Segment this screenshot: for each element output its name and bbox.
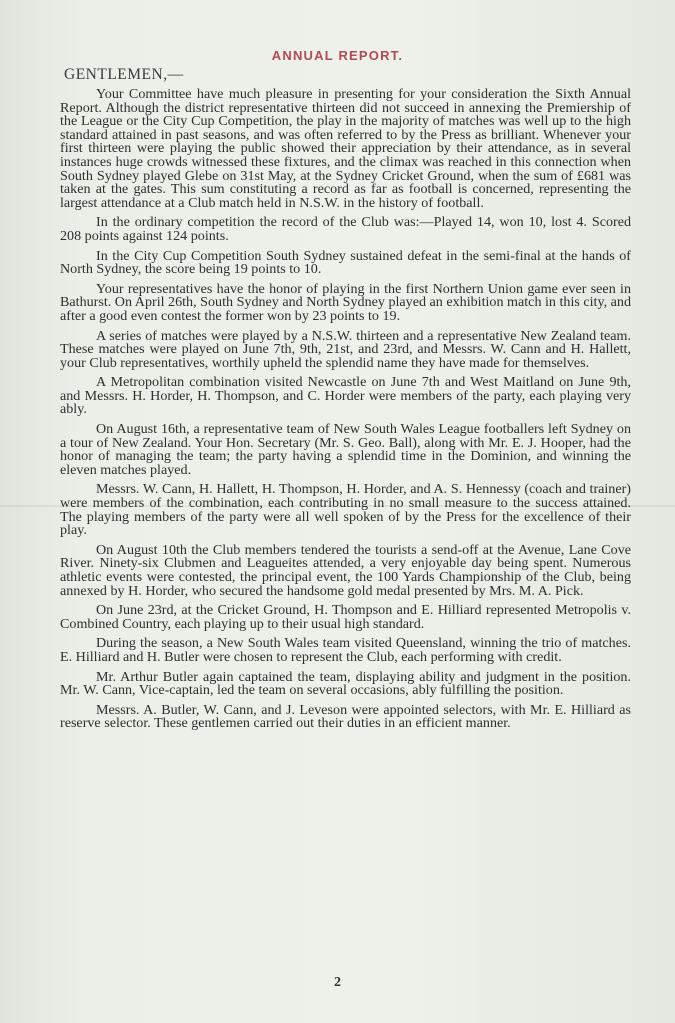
paragraph-competition-record: In the ordinary competition the record of the Club was:—Played 14, won 10, lost 4. Scored 208 points against 124 points. (60, 214, 631, 244)
paragraph-captain: Mr. Arthur Butler again captained the team, displaying ability and judgment in the position. Mr. W. Cann, Vice-captain, led the team on several occasions, ably fulfilling the position. (60, 668, 631, 699)
report-body (60, 88, 631, 737)
salutation: GENTLEMEN,— (64, 66, 184, 83)
paragraph-bathurst: Your representatives have the honor of playing in the first Northern Union game ever seen in Bathurst. On April 26th, South Sydney and North Sydney played an exhibition match in this city, and after a good even contest the former won by 23 points to 19. (60, 280, 631, 324)
report-title: ANNUAL REPORT. (271, 48, 404, 63)
paragraph-tour: On August 16th, a representative team of New South Wales League footballers left Sydney on a tour of New Zealand. Your Hon. Secretary (Mr. S. Geo. Ball), along with Mr. E. J. Hooper, had the honor of managing the team; the party having a splendid time in the Dominion, and winning the eleven matches played. (60, 421, 631, 478)
paragraph-queensland: During the season, a New South Wales team visited Queensland, winning the trio of matches. E. Hilliard and H. Butler were chosen to represent the Club, each performing with credit. (60, 635, 631, 665)
paragraph-newcastle: A Metropolitan combination visited Newcastle on June 7th and West Maitland on June 9th, and Messrs. H. Horder, H. Thompson, and C. Horder were members of the party, each playing very ably. (60, 374, 631, 418)
paragraph-committee: Your Committee have much pleasure in presenting for your consideration the Sixth Annual Report. Although the district representative thirteen did not succeed in annexing the Premiership of the League or the City Cup Competition, the play in the majority of matches was well up to the high standard attained in past seasons, and was often referred to by the Press as brilliant. Whenever your first thirteen were playing the public showed their appreciation by their attendance, as in several instances huge crowds witnessed these fixtures, and the climax was reached in this connection when South Sydney played Glebe on 31st May, at the Sydney Cricket Ground, when the sum of £681 was taken at the gates. This sum constituting a record as far as football is concerned, representing the largest attendance at a Club match held in N.S.W. in the history of football. (60, 86, 631, 211)
paragraph-new-zealand-series: A series of matches were played by a N.S.W. thirteen and a representative New Zealand team. These matches were played on June 7th, 9th, 21st, and 23rd, and Messrs. W. Cann and H. Hallett, your Club representatives, worthily upheld the splendid name they have made for themselves. (60, 327, 631, 371)
paragraph-city-cup: In the City Cup Competition South Sydney sustained defeat in the semi-final at the hands of North Sydney, the score being 19 points to 10. (60, 247, 631, 278)
paragraph-combination: Messrs. W. Cann, H. Hallett, H. Thompson, H. Horder, and A. S. Hennessy (coach and trainer) were members of the combination, each contributing in no small measure to the success attained. The playing members of the party were all well spoken of by the Press for the excellence of their play. (60, 481, 631, 539)
paragraph-metropolis: On June 23rd, at the Cricket Ground, H. Thompson and E. Hilliard represented Metropolis v. Combined Country, each playing up to their usual high standard. (60, 602, 631, 632)
paragraph-selectors: Messrs. A. Butler, W. Cann, and J. Leveson were appointed selectors, with Mr. E. Hilliard as reserve selector. These gentlemen carried out their duties in an efficient manner. (60, 701, 631, 732)
page-number: 2 (334, 975, 341, 990)
paragraph-send-off: On August 10th the Club members tendered the tourists a send-off at the Avenue, Lane Cove River. Ninety-six Clubmen and Leagueites attended, a very enjoyable day being spent. Numerous athletic events were contested, the principal event, the 100 Yards Championship of the Club, being annexed by H. Horder, who secured the handsome gold medal presented by Mrs. M. A. Pick. (60, 541, 631, 599)
